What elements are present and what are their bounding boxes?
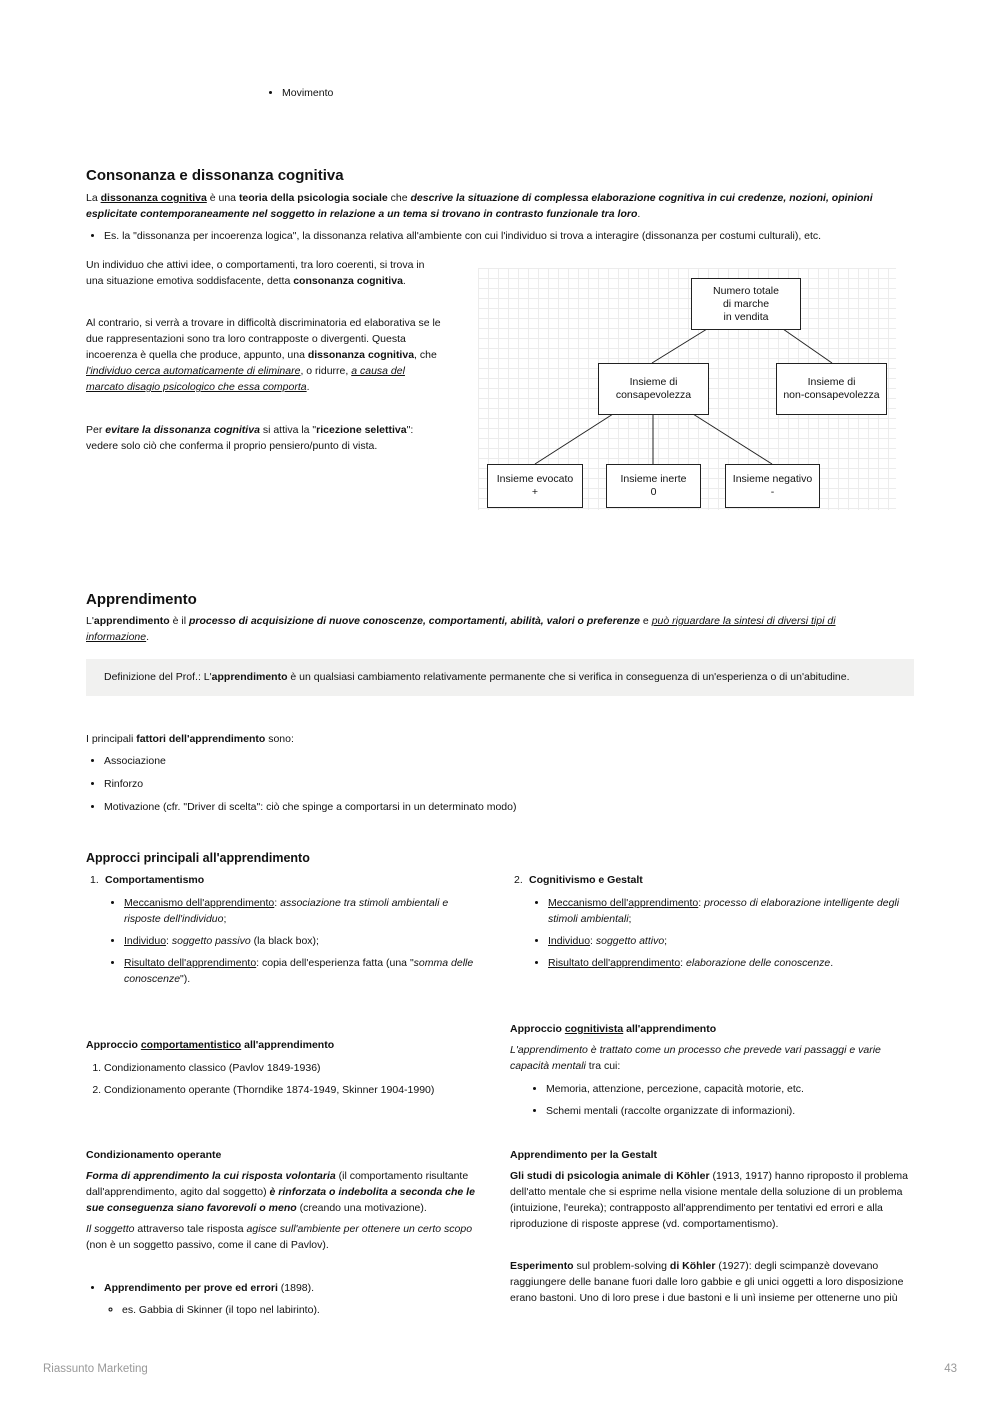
list-item: • Risultato dell'apprendimento: copia dell'esperienza fatta (una "somma delle conoscenze"). bbox=[124, 955, 486, 987]
list-item: • Meccanismo dell'apprendimento: processo di elaborazione intelligente degli stimoli ambientali; bbox=[548, 895, 914, 927]
list-item: • Rinforzo bbox=[104, 776, 804, 792]
approccio-cognitivismo bbox=[510, 872, 914, 977]
cognitivista-text: L'apprendimento è trattato come un processo che prevede vari passaggi e varie capacità mentali tra cui: bbox=[510, 1044, 881, 1072]
approccio-cognitivista-block bbox=[510, 1021, 914, 1125]
fattori-intro: I principali fattori dell'apprendimento sono: bbox=[86, 733, 294, 745]
footer-title: Riassunto Marketing bbox=[43, 1363, 148, 1375]
block-heading: Approccio comportamentistico all'apprendimento bbox=[86, 1039, 335, 1051]
dissonanza-intro: La dissonanza cognitiva è una teoria della psicologia sociale che descrive la situazione di complessa elaborazione cognitiva in cui credenze, nozioni, opinioni esplicitate contemporaneamente nel soggetto in relazione a un tema si trovano in contrasto funzionale tra loro. bbox=[86, 192, 873, 220]
operante-paragraph-2: Il soggetto attraverso tale risposta agisce sull'ambiente per ottenere un certo scopo (non è un soggetto passivo, come il cane di Pavlov). bbox=[86, 1223, 473, 1251]
approccio-heading: 1. Comportamentismo bbox=[90, 874, 205, 886]
condizionamento-operante-block bbox=[86, 1147, 486, 1324]
kohler-experiment-paragraph: Esperimento sul problem-solving di Köhler (1927): degli scimpanzè dovevano raggiungere delle banane fuori dalle loro gabbie e gli unici oggetti a loro disposizione erano bastoni. Uno di loro prese i due bastoni e li unì insieme per ottenerne uno più bbox=[510, 1260, 904, 1304]
block-heading: Apprendimento per la Gestalt bbox=[510, 1149, 658, 1161]
section-title-dissonanza: Consonanza e dissonanza cognitiva bbox=[86, 167, 344, 184]
list-item: 1. Condizionamento classico (Pavlov 1849-1936) bbox=[104, 1060, 486, 1076]
list-item: ◦ es. Gabbia di Skinner (il topo nel labirinto). bbox=[122, 1302, 486, 1318]
prove-errori-list bbox=[86, 1280, 486, 1318]
node-insieme-inerte: Insieme inerte 0 bbox=[606, 464, 701, 508]
gestalt-paragraph: Gli studi di psicologia animale di Köhler (1913, 1917) hanno riproposto il problema dell'atto mentale che si esprime nella visione mentale della soluzione di un problema (intuizione, l'eureka); contrapposto all'apprendimento per tentativi ed errori e alla riproduzione di risposte apprese (vd. comportamentismo). bbox=[510, 1170, 908, 1230]
list-item: 2. Condizionamento operante (Thorndike 1874-1949, Skinner 1904-1990) bbox=[104, 1082, 486, 1098]
condizionamento-list bbox=[86, 1060, 486, 1098]
consonanza-paragraph: Un individuo che attivi idee, o comportamenti, tra loro coerenti, si trova in una situazione emotiva soddisfacente, detta consonanza cognitiva. bbox=[86, 259, 425, 287]
node-non-consapevolezza: Insieme di non-consapevolezza bbox=[776, 363, 887, 415]
list-item: • Es. la "dissonanza per incoerenza logica", la dissonanza relativa all'ambiente con cui l'individuo si trova a interagire (dissonanza per costumi culturali), etc. bbox=[104, 228, 944, 244]
apprendimento-intro: L'apprendimento è il processo di acquisizione di nuove conoscenze, comportamenti, abilità, valori o preferenze e può riguardare la sintesi di diversi tipi di informazione. bbox=[86, 615, 836, 643]
list-item: • Schemi mentali (raccolte organizzate di informazioni). bbox=[546, 1103, 914, 1119]
approccio-comportamentismo bbox=[86, 872, 486, 993]
list-item: • Apprendimento per prove ed errori (1898). ◦ es. Gabbia di Skinner (il topo nel labirinto). bbox=[104, 1280, 486, 1318]
dissonanza-paragraph: Al contrario, si verrà a trovare in difficoltà discriminatoria ed elaborativa se le due rappresentazioni sono tra loro contrapposte o divergenti. Questa incoerenza è quella che produce, appunto, una dissonanza cognitiva, che l'individuo cerca automaticamente di eliminare, o ridurre, a causa del marcato disagio psicologico che essa comporta. bbox=[86, 317, 441, 393]
top-list bbox=[264, 85, 582, 107]
sub-list bbox=[104, 1302, 486, 1318]
ricezione-selettiva-paragraph: Per evitare la dissonanza cognitiva si attiva la "ricezione selettiva": vedere solo ciò che conferma il proprio pensiero/punto di vista. bbox=[86, 424, 414, 452]
list-item: • Movimento bbox=[282, 85, 582, 101]
capacita-list bbox=[510, 1081, 914, 1119]
page-number: 43 bbox=[944, 1363, 957, 1375]
marche-diagram bbox=[478, 268, 896, 510]
fattori-list bbox=[86, 753, 804, 821]
gestalt-block bbox=[510, 1147, 914, 1306]
approccio-heading: 2. Cognitivismo e Gestalt bbox=[514, 874, 643, 886]
block-heading: Condizionamento operante bbox=[86, 1149, 222, 1161]
dissonanza-examples bbox=[86, 228, 944, 250]
list-item: • Motivazione (cfr. "Driver di scelta": ciò che spinge a comportarsi in un determinato modo) bbox=[104, 799, 804, 815]
prof-definition-callout bbox=[86, 659, 914, 696]
approccio-comportamentistico-block bbox=[86, 1037, 486, 1104]
prof-definition-text: Definizione del Prof.: L'apprendimento è un qualsiasi cambiamento relativamente permanente che si verifica in conseguenza di un'esperienza o di un'abitudine. bbox=[104, 671, 850, 683]
cognitivismo-list bbox=[510, 895, 914, 971]
list-item: • Meccanismo dell'apprendimento: associazione tra stimoli ambientali e risposte dell'individuo; bbox=[124, 895, 486, 927]
list-item: • Associazione bbox=[104, 753, 804, 769]
comportamentismo-list bbox=[86, 895, 486, 987]
node-insieme-negativo: Insieme negativo - bbox=[725, 464, 820, 508]
block-heading: Approccio cognitivista all'apprendimento bbox=[510, 1023, 717, 1035]
node-insieme-evocato: Insieme evocato + bbox=[487, 464, 583, 508]
section-title-approcci: Approcci principali all'apprendimento bbox=[86, 851, 310, 865]
node-consapevolezza: Insieme di consapevolezza bbox=[598, 363, 709, 415]
node-numero-totale: Numero totale di marche in vendita bbox=[691, 278, 801, 330]
list-item: • Individuo: soggetto attivo; bbox=[548, 933, 914, 949]
list-item: • Memoria, attenzione, percezione, capacità motorie, etc. bbox=[546, 1081, 914, 1097]
list-item: • Risultato dell'apprendimento: elaborazione delle conoscenze. bbox=[548, 955, 914, 971]
list-item: • Individuo: soggetto passivo (la black box); bbox=[124, 933, 486, 949]
section-title-apprendimento: Apprendimento bbox=[86, 591, 197, 608]
operante-paragraph: Forma di apprendimento la cui risposta volontaria (il comportamento risultante dall'apprendimento, agito dal soggetto) è rinforzata o indebolita a seconda che le sue conseguenza siano favorevoli o meno (creando una motivazione). bbox=[86, 1170, 475, 1214]
